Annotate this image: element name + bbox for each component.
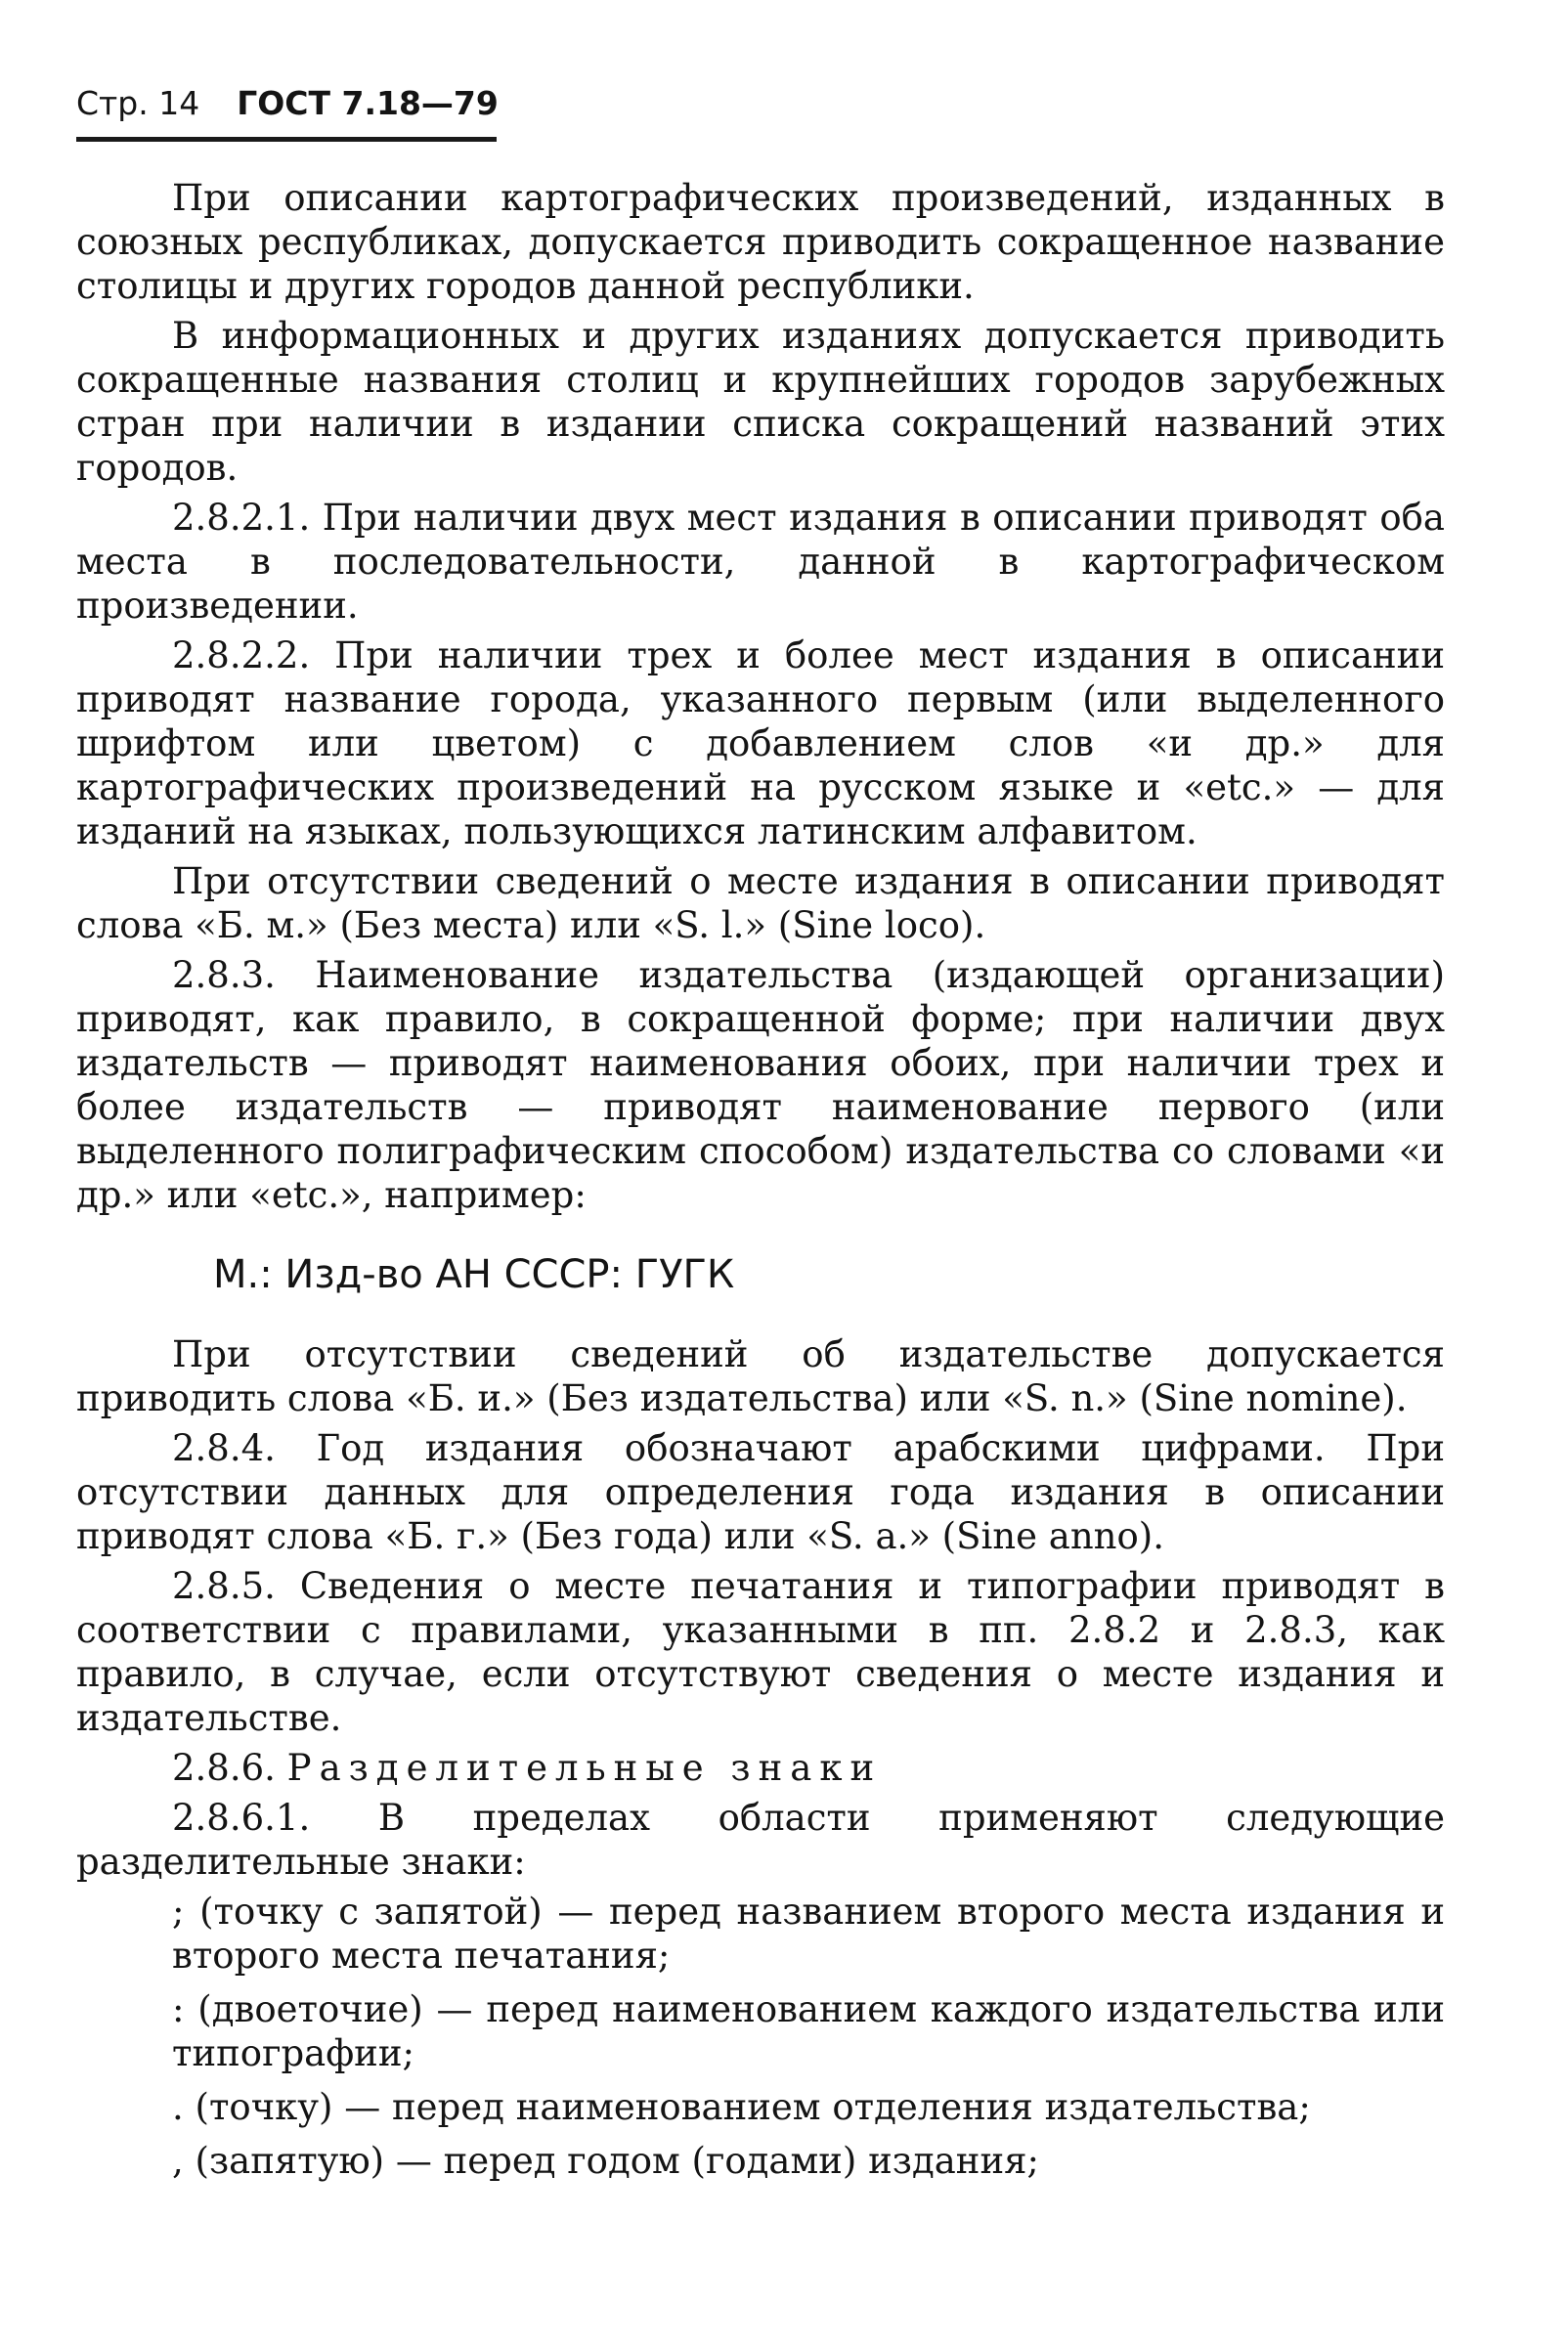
paragraph: 2.8.4. Год издания обозначают арабскими цифрами. При отсутствии данных для определения года издания в описании приводят слова «Б. г.» (Без года) или «S. a.» (Sine anno). (76, 1427, 1445, 1557)
paragraph: 2.8.2.1. При наличии двух мест издания в описании приводят оба места в последовательности, данной в картографическом произведении. (76, 497, 1445, 627)
page-header (76, 84, 499, 123)
separator-item: . (точку) — перед наименованием отделения издательства; (172, 2086, 1311, 2128)
paragraph: 2.8.2.2. При наличии трех и более мест издания в описании приводят название города, указанного первым (или выделенного шрифтом или цветом) с добавлением слов «и др.» для картографических произведений на русском языке и «etc.» — для изданий на языках, пользующихся латинским алфавитом. (76, 634, 1445, 852)
paragraph: При описании картографических произведений, изданных в союзных республиках, допускается приводить сокращенное название столицы и других городов данной республики. (76, 177, 1445, 307)
document-body (76, 176, 1445, 2193)
separator-item: ; (точку с запятой) — перед названием второго места издания и второго места печатания; (172, 1891, 1445, 1977)
header-rule (76, 137, 497, 142)
paragraph: 2.8.3. Наименование издательства (издающей организации) приводят, как правило, в сокращенной форме; при наличии двух издательств — приводят наименования обоих, при наличии трех и более издательств — приводят наименование первого (или выделенного полиграфическим способом) издательства со словами «и др.» или «etc.», например: (76, 954, 1445, 1216)
standard-designation: ГОСТ 7.18—79 (237, 84, 499, 122)
paragraph: 2.8.6.1. В пределах области применяют следующие разделительные знаки: (76, 1797, 1445, 1883)
separator-item: , (запятую) — перед годом (годами) издания; (172, 2140, 1039, 2182)
paragraph: При отсутствии сведений о месте издания в описании приводят слова «Б. м.» (Без места) или «S. l.» (Sine loco). (76, 860, 1445, 946)
section-heading (76, 1746, 1445, 1790)
page-number: Стр. 14 (76, 84, 200, 122)
section-title: Разделительные знаки (286, 1747, 883, 1789)
paragraph: 2.8.5. Сведения о месте печатания и типографии приводят в соответствии с правилами, указанными в пп. 2.8.2 и 2.8.3, как правило, в случае, если отсутствуют сведения о месте издания и издательстве. (76, 1565, 1445, 1739)
paragraph: При отсутствии сведений об издательстве допускается приводить слова «Б. и.» (Без издательства) или «S. n.» (Sine nomine). (76, 1333, 1445, 1419)
separator-item: : (двоеточие) — перед наименованием каждого издательства или типографии; (172, 1988, 1445, 2074)
example-line: М.: Изд-во АН СССР: ГУГК (213, 1252, 735, 1297)
section-number: 2.8.6. (172, 1747, 276, 1789)
paragraph: В информационных и других изданиях допускается приводить сокращенные названия столиц и крупнейших городов зарубежных стран при наличии в издании списка сокращений названий этих городов. (76, 315, 1445, 489)
